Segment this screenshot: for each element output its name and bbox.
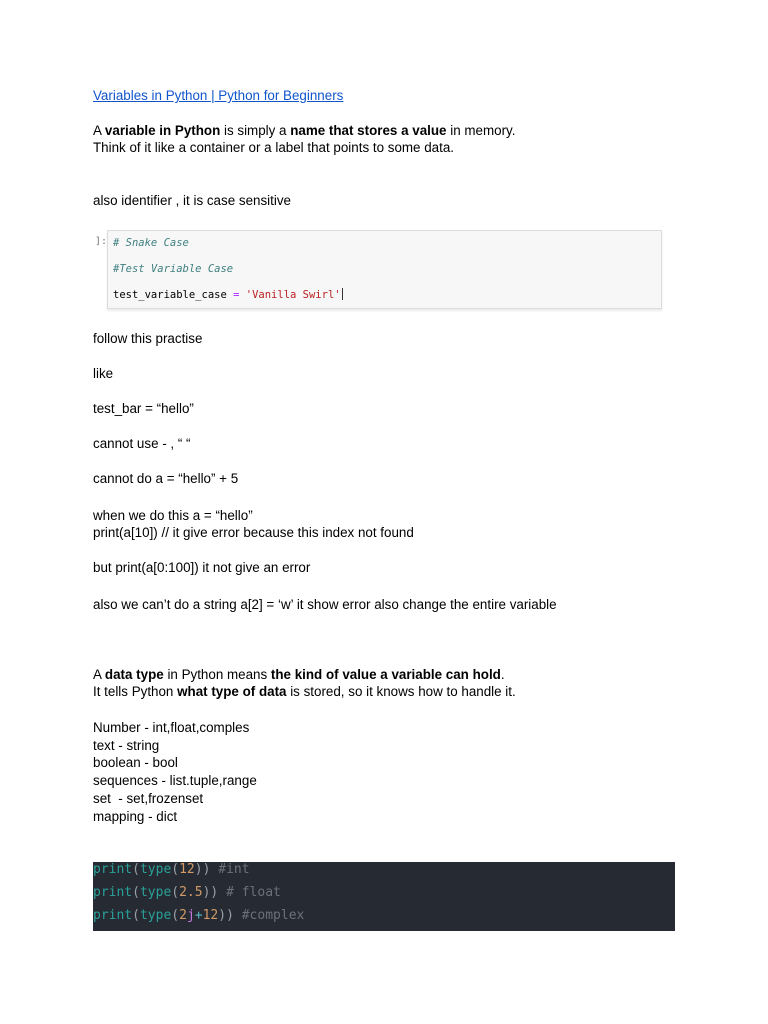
code-imag-unit: j bbox=[186, 908, 195, 923]
intro-bold: name that stores a value bbox=[290, 123, 447, 138]
note-like: like bbox=[93, 366, 114, 381]
code-keyword: type bbox=[139, 908, 172, 923]
code-keyword: type bbox=[139, 885, 172, 900]
dark-code-block bbox=[93, 862, 675, 931]
code-string: 'Vanilla Swirl' bbox=[245, 289, 341, 301]
datatype-text: . bbox=[500, 667, 505, 682]
code-variable: test_variable_case bbox=[113, 289, 227, 301]
code-line bbox=[113, 288, 343, 301]
note-print-error: print(a[10]) // it give error because this index not found bbox=[93, 525, 414, 540]
type-item-number: Number - int,float,comples bbox=[93, 720, 250, 735]
cell-prompt: ]: bbox=[95, 236, 108, 247]
code-keyword: type bbox=[139, 862, 172, 877]
code-comment: # Snake Case bbox=[113, 237, 189, 249]
datatype-text: A bbox=[93, 667, 105, 682]
notebook-cell bbox=[93, 230, 660, 309]
code-operator: = bbox=[226, 289, 246, 301]
code-keyword: print bbox=[93, 885, 133, 900]
type-item-set: set - set,frozenset bbox=[93, 791, 204, 806]
code-operator: + bbox=[194, 908, 203, 923]
datatype-text: in Python means bbox=[163, 667, 271, 682]
type-item-mapping: mapping - dict bbox=[93, 809, 178, 824]
code-number: 12 bbox=[179, 862, 195, 877]
type-item-text: text - string bbox=[93, 738, 160, 753]
note-example: test_bar = “hello” bbox=[93, 401, 194, 416]
note-cannot-use: cannot use - , “ “ bbox=[93, 436, 191, 451]
intro-text: is simply a bbox=[220, 123, 291, 138]
datatype-bold: what type of data bbox=[177, 684, 287, 699]
code-comment: #complex bbox=[233, 908, 305, 923]
code-cell-box[interactable] bbox=[107, 230, 662, 309]
intro-line-1 bbox=[93, 122, 515, 139]
intro-line-2: Think of it like a container or a label that points to some data. bbox=[93, 140, 455, 155]
datatype-line-2 bbox=[93, 683, 516, 700]
code-line-int: print(type(12)) #int bbox=[93, 862, 250, 877]
text-cursor bbox=[342, 288, 343, 300]
note-practise: follow this practise bbox=[93, 331, 203, 346]
note-when-do: when we do this a = “hello” bbox=[93, 508, 253, 523]
datatype-line-1 bbox=[93, 666, 505, 683]
title-link[interactable]: Variables in Python | Python for Beginners bbox=[93, 88, 344, 103]
code-number: 12 bbox=[202, 908, 219, 923]
code-keyword: print bbox=[93, 862, 133, 877]
code-line-complex: print(type(2j+12)) #complex bbox=[93, 908, 305, 923]
type-item-sequences: sequences - list.tuple,range bbox=[93, 773, 257, 788]
code-line-float: print(type(2.5)) # float bbox=[93, 885, 281, 900]
note-slice: but print(a[0:100]) it not give an error bbox=[93, 560, 311, 575]
type-item-boolean: boolean - bool bbox=[93, 755, 178, 770]
code-comment: #Test Variable Case bbox=[113, 263, 234, 275]
note-cannot-do: cannot do a = “hello” + 5 bbox=[93, 471, 239, 486]
code-number: 2.5 bbox=[179, 885, 203, 900]
code-comment: #int bbox=[210, 862, 250, 877]
datatype-text: is stored, so it knows how to handle it. bbox=[286, 684, 516, 699]
datatype-bold: data type bbox=[104, 667, 164, 682]
identifier-note: also identifier , it is case sensitive bbox=[93, 193, 291, 208]
title-line bbox=[93, 87, 343, 104]
intro-text: A bbox=[93, 123, 105, 138]
datatype-bold: the kind of value a variable can hold bbox=[270, 667, 501, 682]
intro-bold: variable in Python bbox=[104, 123, 221, 138]
datatype-text: It tells Python bbox=[93, 684, 178, 699]
code-keyword: print bbox=[93, 908, 133, 923]
note-immutable: also we can’t do a string a[2] = ‘w’ it show error also change the entire variable bbox=[93, 597, 557, 612]
code-number: 2 bbox=[179, 908, 187, 923]
intro-text: in memory. bbox=[446, 123, 516, 138]
code-comment: # float bbox=[218, 885, 281, 900]
